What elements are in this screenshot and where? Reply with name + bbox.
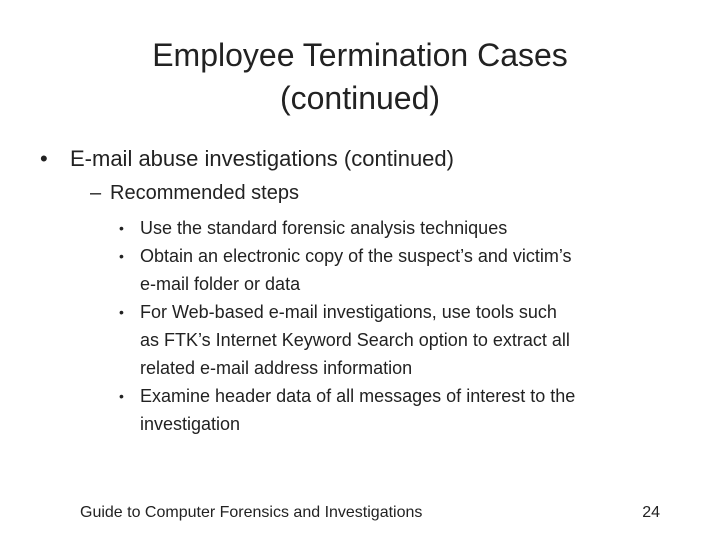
steps-list <box>119 214 679 438</box>
dash-bullet-icon: – <box>90 182 102 204</box>
step-text-line: related e-mail address information <box>140 358 413 378</box>
step-item <box>119 382 679 438</box>
step-text-line: Use the standard forensic analysis techniques <box>140 218 508 238</box>
step-text-line: For Web-based e-mail investigations, use tools such <box>140 302 557 322</box>
step-text-line: e-mail folder or data <box>140 274 301 294</box>
page-number: 24 <box>642 504 660 521</box>
bullet-level-1-text: E-mail abuse investigations (continued) <box>70 146 454 171</box>
bullet-level-1 <box>40 145 454 173</box>
step-text-line: as FTK’s Internet Keyword Search option to extract all <box>140 330 570 350</box>
step-text-line: investigation <box>140 414 241 434</box>
step-item <box>119 242 679 298</box>
bullet-dot-icon: • <box>119 248 124 264</box>
step-text-line: Obtain an electronic copy of the suspect’s and victim’s <box>140 246 572 266</box>
slide-footer: Guide to Computer Forensics and Investigations <box>80 504 423 521</box>
bullet-level-2 <box>90 179 299 207</box>
bullet-dot-icon: • <box>119 304 124 320</box>
slide-title-line-2: (continued) <box>279 80 441 116</box>
slide-title <box>60 34 660 120</box>
bullet-dot-icon: • <box>119 388 124 404</box>
step-text-line: Examine header data of all messages of interest to the <box>140 386 576 406</box>
bullet-dot-icon: • <box>119 220 124 236</box>
slide-title-line-1: Employee Termination Cases <box>152 37 568 73</box>
bullet-dot-icon: • <box>40 146 48 171</box>
step-item <box>119 214 679 242</box>
bullet-level-2-text: Recommended steps <box>110 182 299 204</box>
step-item <box>119 298 679 382</box>
